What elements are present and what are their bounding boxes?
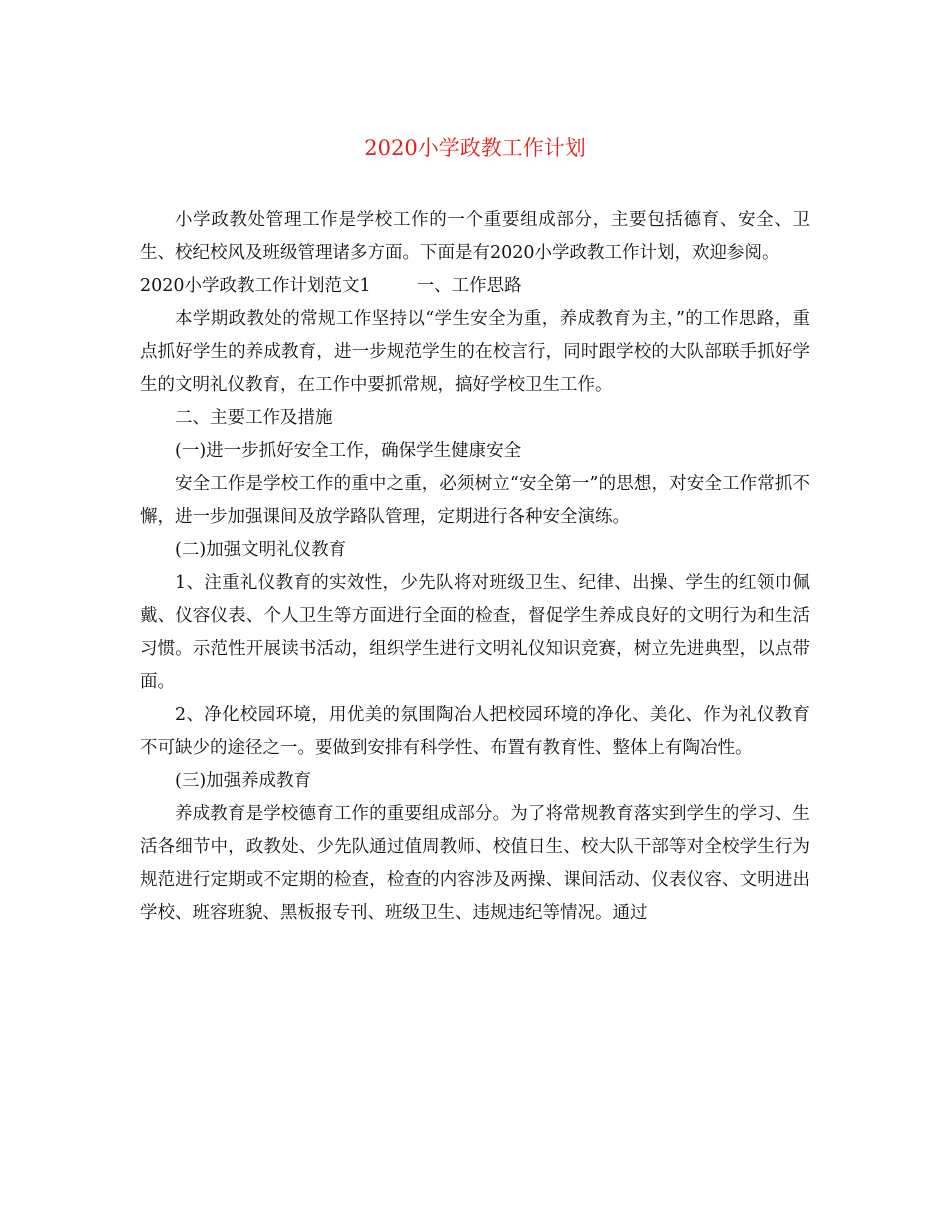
- paragraph-safety: 安全工作是学校工作的重中之重，必须树立“安全第一”的思想，对安全工作常抓不懈，进一步加强课间及放学路队管理，定期进行各种安全演练。: [140, 474, 810, 527]
- document-title: 2020小学政教工作计划: [364, 136, 586, 160]
- section-heading-line: [140, 270, 810, 303]
- paragraph-habit: 养成教育是学校德育工作的重要组成部分。为了将常规教育落实到学生的学习、生活各细节中，政教处、少先队通过值周教师、校值日生、校大队干部等对全校学生行为规范进行定期或不定期的检查，检查的内容涉及两操、课间活动、仪表仪容、文明进出学校、班容班貌、黑板报专刊、班级卫生、违规违纪等情况。通过: [140, 804, 810, 923]
- intro-paragraph: 小学政教处管理工作是学校工作的一个重要组成部分，主要包括德育、安全、卫生、校纪校风及班级管理诸多方面。下面是有2020小学政教工作计划，欢迎参阅。: [140, 210, 810, 263]
- heading-habit: (三)加强养成教育: [175, 771, 312, 791]
- heading-safety: (一)进一步抓好安全工作，确保学生健康安全: [175, 441, 522, 461]
- heading-main-measures: 二、主要工作及措施: [175, 408, 333, 428]
- paragraph-etiquette-2: 2、净化校园环境，用优美的氛围陶冶人把校园环境的净化、美化、作为礼仪教育不可缺少的途径之一。要做到安排有科学性、布置有教育性、整体上有陶冶性。: [140, 705, 810, 758]
- paragraph-etiquette-1: 1、注重礼仪教育的实效性，少先队将对班级卫生、纪律、出操、学生的红领巾佩戴、仪容仪表、个人卫生等方面进行全面的检查，督促学生养成良好的文明行为和生活习惯。示范性开展读书活动，组织学生进行文明礼仪知识竞赛，树立先进典型，以点带面。: [140, 573, 810, 692]
- sample-title: 2020小学政教工作计划范文1: [140, 276, 371, 296]
- heading-etiquette: (二)加强文明礼仪教育: [175, 540, 347, 560]
- paragraph-work-thinking: 本学期政教处的常规工作坚持以“学生安全为重，养成教育为主，”的工作思路，重点抓好学生的养成教育，进一步规范学生的在校言行，同时跟学校的大队部联手抓好学生的文明礼仪教育，在工作中要抓常规，搞好学校卫生工作。: [140, 309, 810, 395]
- heading-work-thinking: 一、工作思路: [416, 276, 522, 296]
